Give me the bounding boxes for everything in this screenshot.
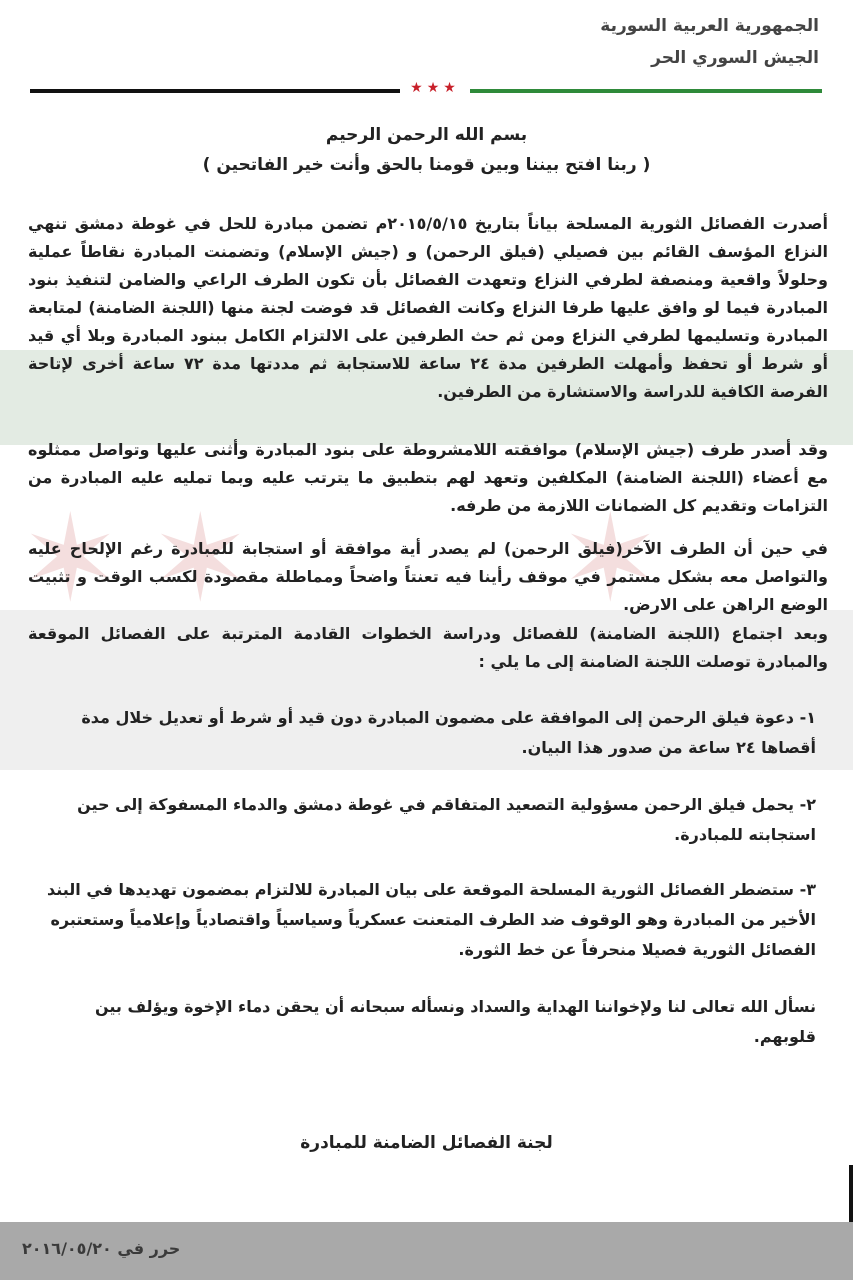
paragraph-jaish-response: وقد أصدر طرف (جيش الإسلام) موافقته اللامشروطة على بنود المبادرة وأثنى عليها وتواصل ممثلوه مع أعضاء (اللجنة الضامنة) المكلفين وتعهد لهم بتطبيق ما يترتب عليه وبما تمليه عليه المبادرة من التزامات وتقديم كل الضمانات اللازمة من طرفه. (28, 440, 828, 515)
decision-item-2: ٢- يحمل فيلق الرحمن مسؤولية التصعيد المتفاقم في غوطة دمشق والدماء المسفوكة إلى حين استجابته للمبادرة. (77, 795, 816, 844)
issue-date: حرر في ٢٠١٦/٠٥/٢٠ (22, 1239, 181, 1258)
decision-item-3: ٣- ستضطر الفصائل الثورية المسلحة الموقعة على بيان المبادرة للالتزام بمضمون تهديدها في البند الأخير من المبادرة وهو الوقوف ضد الطرف المتعنت عسكرياً وسياسياً واقتصادياً وإعلامياً وستعتبره الفصائل الثورية فصيلا منحرفاً عن خط الثورة. (46, 880, 816, 959)
red-stars-icon: ★★★ (410, 80, 460, 96)
watermark-star-icon: ✶ (150, 490, 251, 629)
divider-black-bar (30, 89, 400, 93)
paragraph-intro: أصدرت الفصائل الثورية المسلحة بياناً بتاريخ ٢٠١٥/٥/١٥م تضمن مبادرة للحل في غوطة دمشق تنهي النزاع المؤسف القائم بين فصيلي (فيلق الرحمن) و (جيش الإسلام) وتضمنت المبادرة نقاطاً عملية وحلولاً واقعية ومنصفة لطرفي النزاع وتعهدت الفصائل بأن تكون الطرف الراعي والضامن لتنفيذ بنود المبادرة فيما لو وافق عليها طرفا النزاع وكانت الفصائل قد فوضت لجنة منها (اللجنة الضامنة) لمتابعة المبادرة وتسليمها لطرفي النزاع ومن ثم حث الطرفين على الالتزام الكامل ببنود المبادرة وبلا أي قيد أو شرط أو تحفظ وأمهلت الطرفين مدة ٢٤ ساعة للاستجابة ثم مددتها مدة ٧٢ ساعة أخرى لإتاحة الفرصة الكافية للدراسة والاستشارة من الطرفين. (28, 214, 829, 401)
flag-divider (30, 80, 822, 96)
footer-bar (0, 1222, 853, 1280)
watermark-star-icon: ✶ (560, 490, 661, 629)
decision-item-1: ١- دعوة فيلق الرحمن إلى الموافقة على مضمون المبادرة دون قيد أو شرط أو تعديل خلال مدة أقصاها ٢٤ ساعة من صدور هذا البيان. (81, 708, 816, 757)
letterhead-army: الجيش السوري الحر (651, 48, 819, 68)
letterhead-country: الجمهورية العربية السورية (600, 16, 819, 36)
closing-prayer: نسأل الله تعالى لنا ولإخواننا الهداية والسداد ونسأله سبحانه أن يحقن دماء الإخوة ويؤلف بين قلوبهم. (94, 997, 816, 1046)
bismillah: بسم الله الرحمن الرحيم (325, 125, 528, 145)
watermark-star-icon: ✶ (20, 490, 121, 629)
divider-green-bar (470, 89, 822, 93)
signature: لجنة الفصائل الضامنة للمبادرة (300, 1133, 553, 1153)
letterhead (600, 10, 819, 74)
edge-bar (849, 1165, 853, 1223)
quran-verse: ( ربنا افتح بيننا وبين قومنا بالحق وأنت خير الفاتحين ) (202, 155, 651, 175)
paragraph-committee-meeting: وبعد اجتماع (اللجنة الضامنة) للفصائل ودراسة الخطوات القادمة المترتبة على الفصائل الموقعة والمبادرة توصلت اللجنة الضامنة إلى ما يلي : (28, 624, 828, 671)
paragraph-faylaq-response: في حين أن الطرف الآخر(فيلق الرحمن) لم يصدر أية موافقة أو استجابة للمبادرة رغم الإلحاح عليه والتواصل معه بشكل مستمر في موقف رأينا فيه تعنتاً واضحاً ومماطلة مقصودة لكسب الوقت و تثبيت الوضع الراهن على الارض. (28, 539, 828, 614)
